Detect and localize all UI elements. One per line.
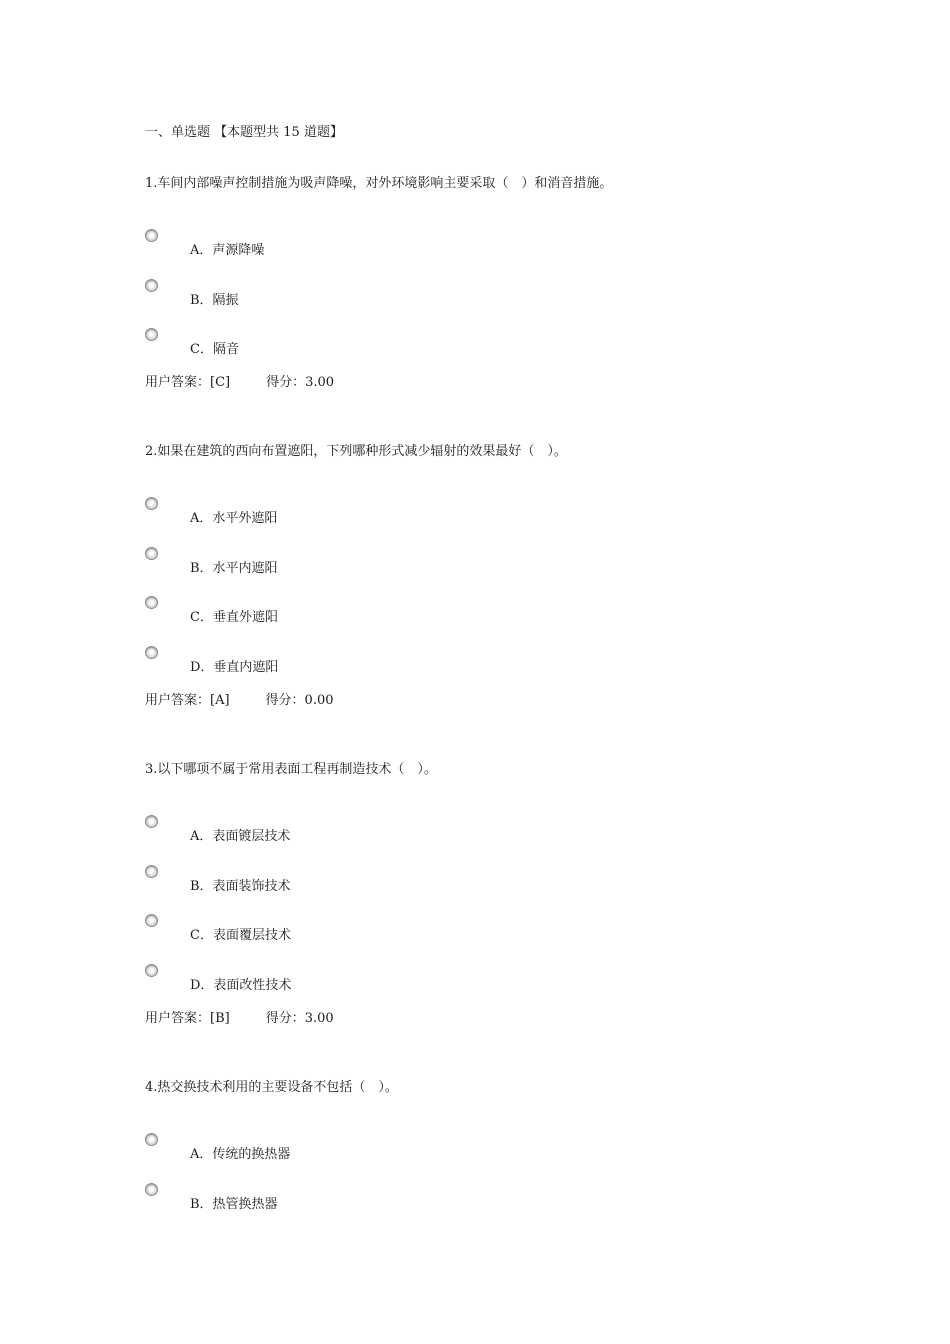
option-c[interactable]	[145, 914, 545, 954]
option-b[interactable]	[145, 279, 545, 319]
option-d[interactable]	[145, 646, 545, 686]
option-a[interactable]	[145, 229, 545, 269]
option-b[interactable]	[145, 547, 545, 587]
option-a[interactable]	[145, 497, 545, 537]
option-d[interactable]	[145, 964, 545, 1004]
score: 得分：0.00	[265, 693, 334, 708]
question-text: 4.热交换技术利用的主要设备不包括（ ）。	[145, 1080, 398, 1095]
option-label: D．表面改性技术	[190, 978, 292, 993]
question-text: 2.如果在建筑的西向布置遮阳，下列哪种形式减少辐射的效果最好（ ）。	[145, 444, 567, 459]
radio-button[interactable]	[145, 279, 158, 292]
radio-button[interactable]	[145, 914, 158, 927]
option-a[interactable]	[145, 815, 545, 855]
radio-button[interactable]	[145, 646, 158, 659]
user-answer-row	[145, 689, 334, 708]
radio-button[interactable]	[145, 1183, 158, 1196]
option-label: B．隔振	[190, 293, 239, 308]
user-answer: 用户答案：[B]	[145, 1011, 230, 1026]
radio-button[interactable]	[145, 1133, 158, 1146]
option-label: A．传统的换热器	[190, 1147, 291, 1162]
user-answer: 用户答案：[A]	[145, 693, 230, 708]
score: 得分：3.00	[265, 1011, 334, 1026]
option-label: B．表面装饰技术	[190, 879, 291, 894]
option-label: A．声源降噪	[190, 243, 265, 258]
user-answer-row	[145, 371, 334, 390]
radio-button[interactable]	[145, 815, 158, 828]
radio-button[interactable]	[145, 328, 158, 341]
radio-button[interactable]	[145, 596, 158, 609]
option-c[interactable]	[145, 328, 545, 368]
radio-button[interactable]	[145, 229, 158, 242]
option-label: B．水平内遮阳	[190, 561, 278, 576]
option-c[interactable]	[145, 596, 545, 636]
radio-button[interactable]	[145, 547, 158, 560]
option-b[interactable]	[145, 1183, 545, 1223]
user-answer: 用户答案：[C]	[145, 375, 231, 390]
option-label: B．热管换热器	[190, 1197, 278, 1212]
option-label: C．垂直外遮阳	[190, 610, 278, 625]
radio-button[interactable]	[145, 497, 158, 510]
radio-button[interactable]	[145, 964, 158, 977]
option-label: C．隔音	[190, 342, 239, 357]
option-label: A．水平外遮阳	[190, 511, 278, 526]
option-label: D．垂直内遮阳	[190, 660, 279, 675]
user-answer-row	[145, 1007, 334, 1026]
score: 得分：3.00	[266, 375, 335, 390]
option-label: A．表面镀层技术	[190, 829, 291, 844]
option-label: C．表面覆层技术	[190, 928, 291, 943]
section-title: 一、单选题 【本题型共 15 道题】	[145, 125, 343, 140]
question-text: 3.以下哪项不属于常用表面工程再制造技术（ ）。	[145, 762, 437, 777]
radio-button[interactable]	[145, 865, 158, 878]
question-text: 1.车间内部噪声控制措施为吸声降噪，对外环境影响主要采取（ ）和消音措施。	[145, 176, 613, 191]
option-a[interactable]	[145, 1133, 545, 1173]
option-b[interactable]	[145, 865, 545, 905]
